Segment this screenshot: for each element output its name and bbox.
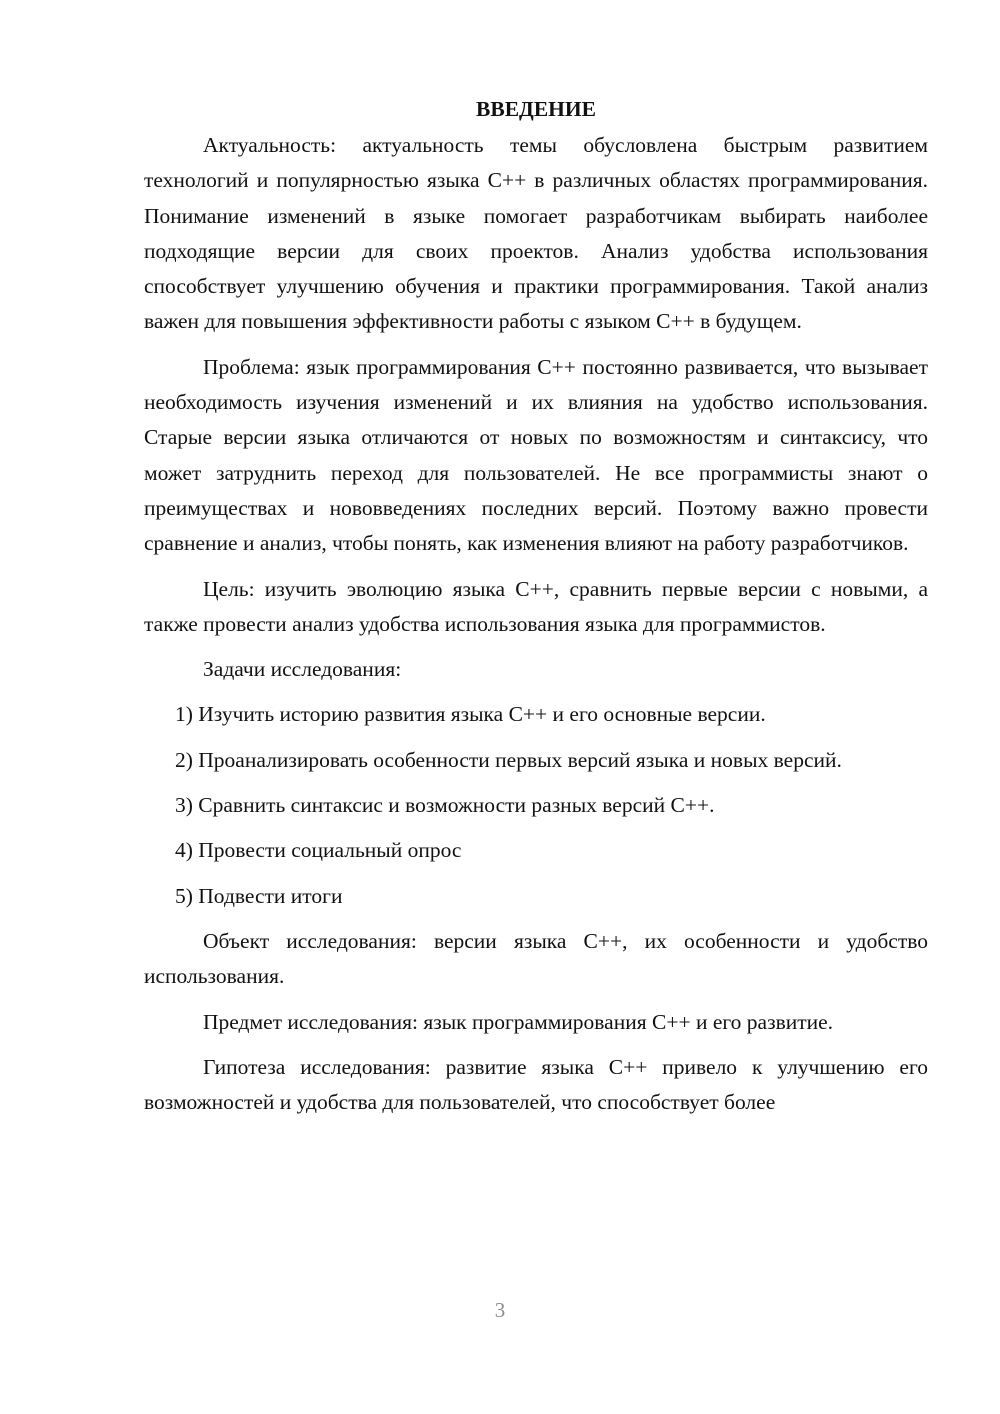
- task-item-4: 4) Провести социальный опрос: [175, 838, 462, 863]
- paragraph-hypothesis: Гипотеза исследования: развитие языка C++ привело к улучшению его возможностей и удобства для пользователей, что способствует более: [144, 1054, 928, 1115]
- paragraph-relevance: Актуальность: актуальность темы обусловлена быстрым развитием технологий и популярностью языка C++ в различных областях программирования. Понимание изменений в языке помогает разработчикам выбирать наиболее подходящие версии для своих проектов. Анализ удобства использования способствует улучшению обучения и практики программирования. Такой анализ важен для повышения эффективности работы с языком C++ в будущем.: [144, 133, 928, 334]
- tasks-title: Задачи исследования:: [203, 657, 402, 682]
- paragraph-subject: Предмет исследования: язык программирования C++ и его развитие.: [203, 1009, 834, 1034]
- page-number: 3: [494, 1298, 506, 1322]
- page-content: [144, 92, 928, 1120]
- paragraph-goal: Цель: изучить эволюцию языка C++, сравнить первые версии с новыми, а также провести анализ удобства использования языка для программистов.: [144, 576, 928, 636]
- task-item-1: 1) Изучить историю развития языка C++ и его основные версии.: [175, 702, 766, 727]
- task-item-5: 5) Подвести итоги: [175, 883, 343, 908]
- page-heading: ВВЕДЕНИЕ: [476, 97, 596, 121]
- paragraph-problem: Проблема: язык программирования C++ постоянно развивается, что вызывает необходимость изучения изменений и их влияния на удобство использования. Старые версии языка отличаются от новых по возможностям и синтаксису, что может затруднить переход для пользователей. Не все программисты знают о преимуществах и нововведениях последних версий. Поэтому важно провести сравнение и анализ, чтобы понять, как изменения влияют на работу разработчиков.: [144, 354, 928, 556]
- task-item-3: 3) Сравнить синтаксис и возможности разных версий C++.: [175, 793, 715, 818]
- paragraph-object: Объект исследования: версии языка C++, их особенности и удобство использования.: [144, 928, 928, 989]
- task-item-2: 2) Проанализировать особенности первых версий языка и новых версий.: [175, 747, 842, 772]
